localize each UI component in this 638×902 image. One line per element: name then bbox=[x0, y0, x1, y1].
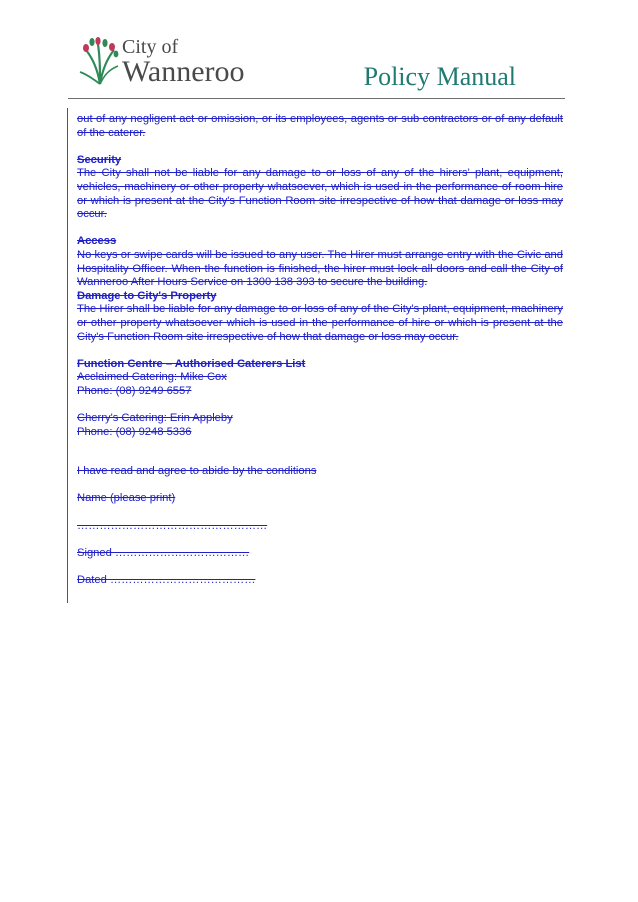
security-heading: Security bbox=[77, 153, 122, 166]
logo-line-wanneroo: Wanneroo bbox=[122, 55, 245, 88]
kangaroo-paw-icon bbox=[78, 34, 120, 86]
name-label: Name (please print) bbox=[77, 492, 176, 505]
name-line: …………………………………………… bbox=[77, 519, 268, 532]
agreement-statement: I have read and agree to abide by the conditions bbox=[77, 465, 317, 478]
change-bar bbox=[67, 108, 68, 603]
header-divider bbox=[68, 98, 565, 99]
damage-paragraph: The Hirer shall be liable for any damage to or loss of any of the City's plant, equipment, machinery or other property whatsoever which is used in the performance of hire or which is present at the City's Function Room site irrespective of how that damage or loss may occur. bbox=[77, 303, 563, 343]
page-title: Policy Manual bbox=[363, 62, 516, 91]
caterer-name: Acclaimed Catering: Mike Cox bbox=[77, 371, 227, 384]
dated-line: Dated ………………………………… bbox=[77, 574, 256, 586]
page-header bbox=[0, 0, 638, 100]
access-paragraph: No keys or swipe cards will be issued to any user. The Hirer must arrange entry with the Civic and Hospitality Officer. When the function is finished, the hirer must lock all doors and call the City of Wanneroo After Hours Service on 1300 138 393 to secure the building. bbox=[77, 248, 563, 289]
security-paragraph: The City shall not be liable for any damage to or loss of any of the hirers' plant, equipment, vehicles, machinery or other property whatsoever, which is used in the performance of room hire or which is present at the City's Function Room site irrespective of how that damage or loss may occur. bbox=[77, 167, 563, 221]
intro-paragraph: out of any negligent act or omission, or its employees, agents or sub contractors or of any default of the caterer. bbox=[77, 113, 563, 139]
access-heading: Access bbox=[77, 235, 117, 248]
logo-line-city-of: City of bbox=[122, 36, 179, 58]
damage-heading: Damage to City's Property bbox=[77, 289, 217, 302]
city-logo bbox=[78, 34, 278, 90]
signed-line: Signed ……………………………… bbox=[77, 546, 250, 559]
caterer-phone: Phone: (08) 9248 5336 bbox=[77, 425, 192, 438]
caterer-phone: Phone: (08) 9249 6557 bbox=[77, 384, 192, 397]
caterer-name: Cherry's Catering: Erin Appleby bbox=[77, 412, 233, 425]
document-body bbox=[77, 113, 563, 588]
caterers-heading: Function Centre – Authorised Caterers List bbox=[77, 357, 306, 370]
